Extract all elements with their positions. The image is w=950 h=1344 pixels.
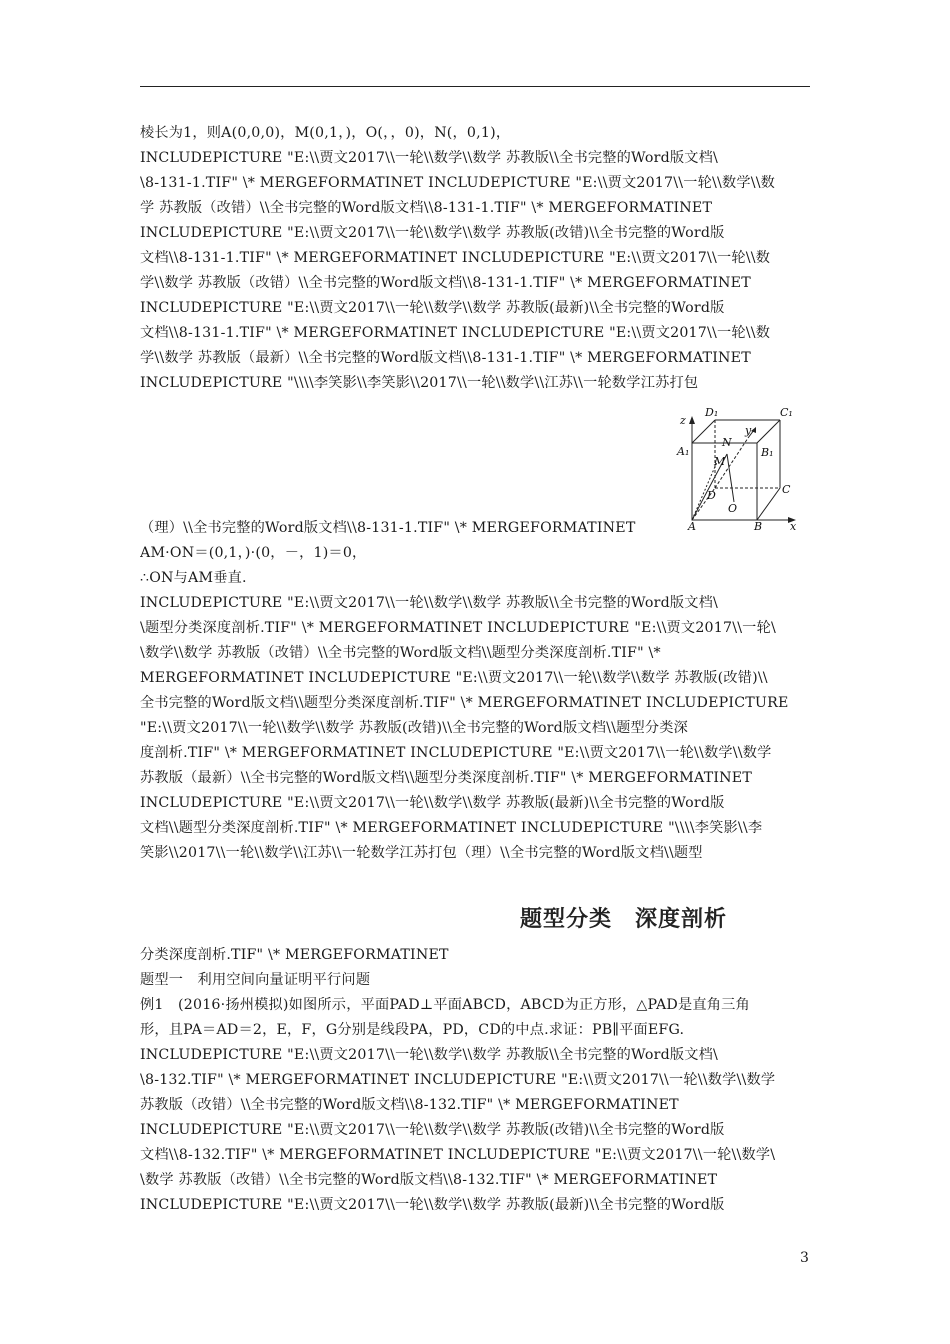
text-line: 棱长为1，则A(0,0,0)，M(0,1，)，O(，，0)，N(，0,1)， xyxy=(140,125,511,141)
label-o: O xyxy=(728,502,738,515)
header-rule xyxy=(140,86,810,87)
text-line: INCLUDEPICTURE "E:\\贾文2017\\一轮\\数学\\数学 苏教版\\全书完整的Word版文档\ xyxy=(140,1047,719,1063)
text-line: 苏教版（改错）\\全书完整的Word版文档\\8-132.TIF" \* MERGEFORMATINET xyxy=(140,1097,679,1113)
example-line: 形，且PA＝AD＝2，E，F，G分别是线段PA，PD，CD的中点.求证：PB∥平面EFG. xyxy=(140,1022,685,1038)
text-line: \8-132.TIF" \* MERGEFORMATINET INCLUDEPICTURE "E:\\贾文2017\\一轮\\数学\\数学 xyxy=(140,1072,776,1088)
text-line: MERGEFORMATINET INCLUDEPICTURE "E:\\贾文2017\\一轮\\数学\\数学 苏教版(改错)\\ xyxy=(140,670,768,686)
text-line: （理）\\全书完整的Word版文档\\8-131-1.TIF" \* MERGEFORMATINET xyxy=(140,520,636,536)
text-line: 度剖析.TIF" \* MERGEFORMATINET INCLUDEPICTURE "E:\\贾文2017\\一轮\\数学\\数学 xyxy=(140,745,772,761)
label-z: z xyxy=(680,414,686,427)
text-line: INCLUDEPICTURE "E:\\贾文2017\\一轮\\数学\\数学 苏教版(最新)\\全书完整的Word版 xyxy=(140,795,725,811)
text-line: INCLUDEPICTURE "E:\\贾文2017\\一轮\\数学\\数学 苏教版(改错)\\全书完整的Word版 xyxy=(140,225,725,241)
text-line: "E:\\贾文2017\\一轮\\数学\\数学 苏教版(改错)\\全书完整的Word版文档\\题型分类深 xyxy=(140,720,689,736)
label-a: A xyxy=(688,520,696,532)
text-line: INCLUDEPICTURE "E:\\贾文2017\\一轮\\数学\\数学 苏教版(改错)\\全书完整的Word版 xyxy=(140,1122,725,1138)
text-line: 学 苏教版（改错）\\全书完整的Word版文档\\8-131-1.TIF" \* MERGEFORMATINET xyxy=(140,200,713,216)
label-d1: D₁ xyxy=(705,406,719,419)
text-line: 文档\\8-131-1.TIF" \* MERGEFORMATINET INCLUDEPICTURE "E:\\贾文2017\\一轮\\数 xyxy=(140,325,771,341)
label-c: C xyxy=(782,483,791,496)
text-line: \数学 苏教版（改错）\\全书完整的Word版文档\\8-132.TIF" \* MERGEFORMATINET xyxy=(140,1172,718,1188)
text-line: ∴ON与AM垂直. xyxy=(140,570,247,586)
label-c1: C₁ xyxy=(780,406,793,419)
text-line: INCLUDEPICTURE "E:\\贾文2017\\一轮\\数学\\数学 苏教版\\全书完整的Word版文档\ xyxy=(140,595,719,611)
text-line: 学\\数学 苏教版（最新）\\全书完整的Word版文档\\8-131-1.TIF" \* MERGEFORMATINET xyxy=(140,350,751,366)
text-line: INCLUDEPICTURE "E:\\贾文2017\\一轮\\数学\\数学 苏教版\\全书完整的Word版文档\ xyxy=(140,150,719,166)
text-line: INCLUDEPICTURE "E:\\贾文2017\\一轮\\数学\\数学 苏教版(最新)\\全书完整的Word版 xyxy=(140,1197,725,1213)
text-line: 笑影\\2017\\一轮\\数学\\江苏\\一轮数学江苏打包（理）\\全书完整的Word版文档\\题型 xyxy=(140,845,703,861)
text-line: 全书完整的Word版文档\\题型分类深度剖析.TIF" \* MERGEFORMATINET INCLUDEPICTURE xyxy=(140,695,789,711)
label-m: M xyxy=(714,455,726,468)
text-line: \8-131-1.TIF" \* MERGEFORMATINET INCLUDEPICTURE "E:\\贾文2017\\一轮\\数学\\数 xyxy=(140,175,776,191)
label-x: x xyxy=(790,520,797,532)
cube-figure xyxy=(672,402,802,532)
text-line: \题型分类深度剖析.TIF" \* MERGEFORMATINET INCLUDEPICTURE "E:\\贾文2017\\一轮\ xyxy=(140,620,776,636)
section-heading: 题型分类 深度剖析 xyxy=(520,907,728,932)
label-d: D xyxy=(707,489,716,502)
text-line: 文档\\8-131-1.TIF" \* MERGEFORMATINET INCLUDEPICTURE "E:\\贾文2017\\一轮\\数 xyxy=(140,250,771,266)
label-n: N xyxy=(722,436,732,449)
text-line: INCLUDEPICTURE "E:\\贾文2017\\一轮\\数学\\数学 苏教版(最新)\\全书完整的Word版 xyxy=(140,300,725,316)
example-line: 例1 (2016·扬州模拟)如图所示，平面PAD⊥平面ABCD，ABCD为正方形，△PAD是直角三角 xyxy=(140,997,750,1013)
label-b1: B₁ xyxy=(761,446,774,459)
text-line: 学\\数学 苏教版（改错）\\全书完整的Word版文档\\8-131-1.TIF" \* MERGEFORMATINET xyxy=(140,275,751,291)
text-line: 文档\\8-132.TIF" \* MERGEFORMATINET INCLUDEPICTURE "E:\\贾文2017\\一轮\\数学\ xyxy=(140,1147,776,1163)
label-y: y xyxy=(745,424,752,437)
label-b: B xyxy=(754,520,763,532)
z-arrow-icon xyxy=(689,416,695,424)
text-line: \数学\\数学 苏教版（改错）\\全书完整的Word版文档\\题型分类深度剖析.TIF" \* xyxy=(140,645,661,661)
text-line: AM·ON＝(0,1，)·(0，－，1)＝0， xyxy=(140,545,367,561)
y-arrow-icon xyxy=(751,427,756,433)
text-line: 文档\\题型分类深度剖析.TIF" \* MERGEFORMATINET INCLUDEPICTURE "\\\\李笑影\\李 xyxy=(140,820,763,836)
text-line: 分类深度剖析.TIF" \* MERGEFORMATINET xyxy=(140,947,449,963)
question-type-title: 题型一 利用空间向量证明平行问题 xyxy=(140,972,371,988)
text-line: 苏教版（最新）\\全书完整的Word版文档\\题型分类深度剖析.TIF" \* MERGEFORMATINET xyxy=(140,770,753,786)
page-number: 3 xyxy=(800,1250,809,1266)
text-line: INCLUDEPICTURE "\\\\李笑影\\李笑影\\2017\\一轮\\数学\\江苏\\一轮数学江苏打包 xyxy=(140,375,699,391)
label-a1: A₁ xyxy=(677,445,690,458)
